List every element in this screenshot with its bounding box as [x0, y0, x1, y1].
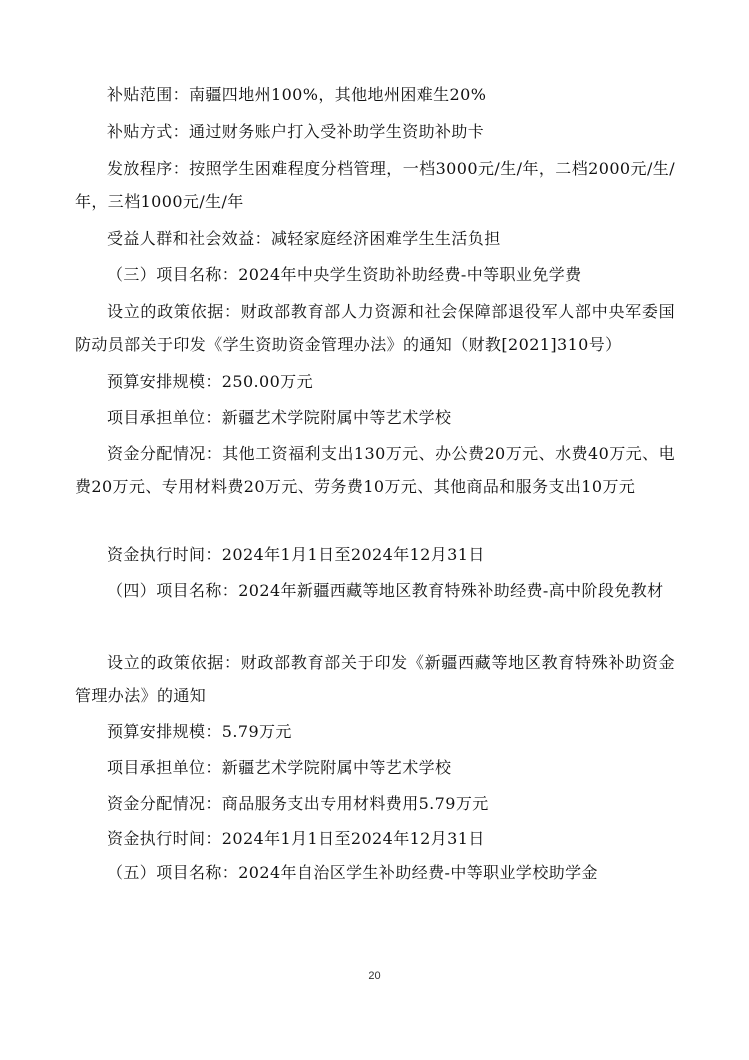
paragraph-execution-time-4: 资金执行时间：2024年1月1日至2024年12月31日 [107, 829, 485, 848]
paragraph-budget-4: 预算安排规模：5.79万元 [107, 722, 292, 741]
paragraph-budget-3: 预算安排规模：250.00万元 [107, 372, 313, 391]
heading-project-4: （四）项目名称：2024年新疆西藏等地区教育特殊补助经费-高中阶段免教材 [107, 581, 664, 600]
heading-project-3: （三）项目名称：2024年中央学生资助补助经费-中等职业免学费 [107, 265, 582, 284]
heading-project-5: （五）项目名称：2024年自治区学生补助经费-中等职业学校助学金 [107, 863, 598, 882]
paragraph-subsidy-method: 补贴方式：通过财务账户打入受补助学生资助补助卡 [107, 122, 485, 141]
paragraph-policy-basis-4: 设立的政策依据：财政部教育部关于印发《新疆西藏等地区教育特殊补助资金管理办法》的通知 [75, 653, 675, 705]
paragraph-distribution-procedure: 发放程序：按照学生困难程度分档管理，一档3000元/生/年，二档2000元/生/年，三档1000元/生/年 [75, 159, 675, 211]
paragraph-allocation-3: 资金分配情况：其他工资福利支出130万元、办公费20万元、水费40万元、电费20万元、专用材料费20万元、劳务费10万元、其他商品和服务支出10万元 [75, 444, 675, 496]
paragraph-subsidy-scope: 补贴范围：南疆四地州100%，其他地州困难生20% [107, 85, 487, 104]
paragraph-unit-3: 项目承担单位：新疆艺术学院附属中等艺术学校 [107, 408, 452, 427]
paragraph-unit-4: 项目承担单位：新疆艺术学院附属中等艺术学校 [107, 758, 452, 777]
page-number: 20 [368, 970, 381, 982]
paragraph-policy-basis-3: 设立的政策依据：财政部教育部人力资源和社会保障部退役军人部中央军委国防动员部关于印发《学生资助资金管理办法》的通知（财教[2021]310号） [75, 302, 675, 354]
paragraph-execution-time-3: 资金执行时间：2024年1月1日至2024年12月31日 [107, 545, 485, 564]
paragraph-beneficiaries: 受益人群和社会效益：减轻家庭经济困难学生生活负担 [107, 229, 501, 248]
paragraph-allocation-4: 资金分配情况：商品服务支出专用材料费用5.79万元 [107, 794, 489, 813]
